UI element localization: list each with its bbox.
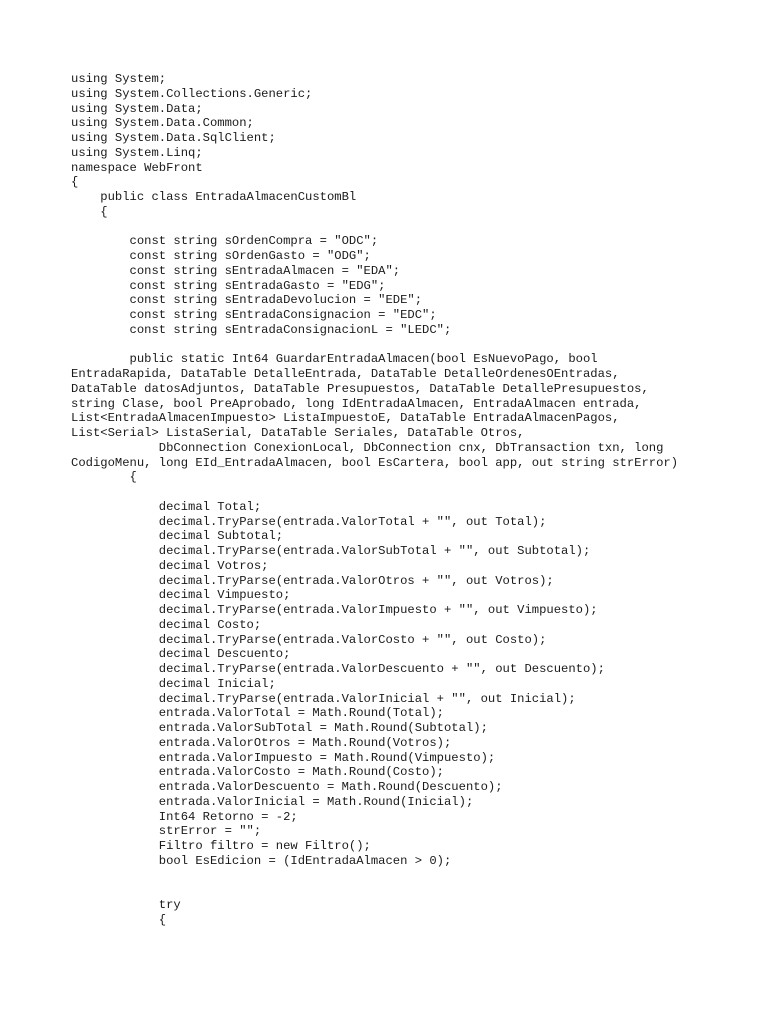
code-line: using System.Linq; <box>71 145 203 160</box>
code-line: { <box>71 204 108 219</box>
code-line: const string sEntradaGasto = "EDG"; <box>71 278 386 293</box>
code-line: entrada.ValorSubTotal = Math.Round(Subtotal); <box>71 721 488 735</box>
code-line: Int64 Retorno = -2; <box>71 809 298 824</box>
code-line: try <box>71 898 181 912</box>
code-line: decimal Inicial; <box>71 676 276 691</box>
code-line: Filtro filtro = new Filtro(); <box>71 839 371 853</box>
code-line: decimal.TryParse(entrada.ValorCosto + "", out Costo); <box>71 632 547 647</box>
code-line: { <box>71 912 167 927</box>
code-line: decimal Total; <box>71 499 262 514</box>
code-line: const string sEntradaConsignacion = "EDC"; <box>71 308 437 322</box>
code-line: decimal.TryParse(entrada.ValorTotal + "", out Total); <box>71 514 547 529</box>
code-line: const string sEntradaAlmacen = "EDA"; <box>71 263 401 278</box>
code-line: const string sEntradaConsignacionL = "LEDC"; <box>71 322 452 337</box>
code-listing <box>71 72 731 928</box>
code-line: entrada.ValorInicial = Math.Round(Inicial); <box>71 794 474 809</box>
code-line <box>71 338 731 353</box>
code-line: decimal.TryParse(entrada.ValorOtros + "", out Votros); <box>71 573 554 588</box>
code-line: List<Serial> ListaSerial, DataTable Seriales, DataTable Otros, <box>71 426 525 440</box>
code-line: entrada.ValorOtros = Math.Round(Votros); <box>71 735 452 750</box>
code-line: using System.Collections.Generic; <box>71 86 313 101</box>
code-line: using System.Data; <box>71 101 203 116</box>
code-line: decimal.TryParse(entrada.ValorImpuesto + "", out Vimpuesto); <box>71 603 598 617</box>
code-line: EntradaRapida, DataTable DetalleEntrada, DataTable DetalleOrdenesOEntradas, <box>71 367 620 381</box>
code-line: CodigoMenu, long EId_EntradaAlmacen, bool EsCartera, bool app, out string strError) <box>71 455 679 470</box>
code-line: namespace WebFront <box>71 160 203 175</box>
code-line: decimal Costo; <box>71 617 262 632</box>
code-line <box>71 869 731 884</box>
code-line: decimal Subtotal; <box>71 529 284 544</box>
code-line: using System.Data.SqlClient; <box>71 131 276 145</box>
code-line: decimal Vimpuesto; <box>71 588 291 603</box>
code-line: string Clase, bool PreAprobado, long IdEntradaAlmacen, EntradaAlmacen entrada, <box>71 396 642 411</box>
code-line: using System.Data.Common; <box>71 116 254 131</box>
code-line: public static Int64 GuardarEntradaAlmacen(bool EsNuevoPago, bool <box>71 352 598 367</box>
code-line: entrada.ValorDescuento = Math.Round(Descuento); <box>71 780 503 794</box>
code-line: const string sOrdenGasto = "ODG"; <box>71 249 371 263</box>
code-line: decimal.TryParse(entrada.ValorSubTotal + "", out Subtotal); <box>71 544 591 558</box>
code-line <box>71 220 731 235</box>
code-line: const string sOrdenCompra = "ODC"; <box>71 234 379 249</box>
code-line: entrada.ValorTotal = Math.Round(Total); <box>71 706 444 721</box>
code-line: public class EntradaAlmacenCustomBl <box>71 190 357 204</box>
code-line: strError = ""; <box>71 824 262 839</box>
code-line: decimal.TryParse(entrada.ValorInicial + "", out Inicial); <box>71 691 576 706</box>
code-line: decimal Descuento; <box>71 647 291 662</box>
code-line: DbConnection ConexionLocal, DbConnection cnx, DbTransaction txn, long <box>71 440 664 455</box>
code-line: entrada.ValorCosto = Math.Round(Costo); <box>71 765 444 780</box>
code-line: DataTable datosAdjuntos, DataTable Presupuestos, DataTable DetallePresupuestos, <box>71 381 649 396</box>
code-line: decimal Votros; <box>71 558 269 573</box>
code-line: List<EntradaAlmacenImpuesto> ListaImpuestoE, DataTable EntradaAlmacenPagos, <box>71 411 620 426</box>
code-line <box>71 883 731 898</box>
code-line: { <box>71 175 79 190</box>
code-line: decimal.TryParse(entrada.ValorDescuento + "", out Descuento); <box>71 662 605 676</box>
code-line: { <box>71 470 137 485</box>
code-line: bool EsEdicion = (IdEntradaAlmacen > 0); <box>71 853 452 868</box>
code-line <box>71 485 731 500</box>
code-line: using System; <box>71 72 167 86</box>
code-line: entrada.ValorImpuesto = Math.Round(Vimpuesto); <box>71 750 496 765</box>
code-line: const string sEntradaDevolucion = "EDE"; <box>71 293 423 308</box>
